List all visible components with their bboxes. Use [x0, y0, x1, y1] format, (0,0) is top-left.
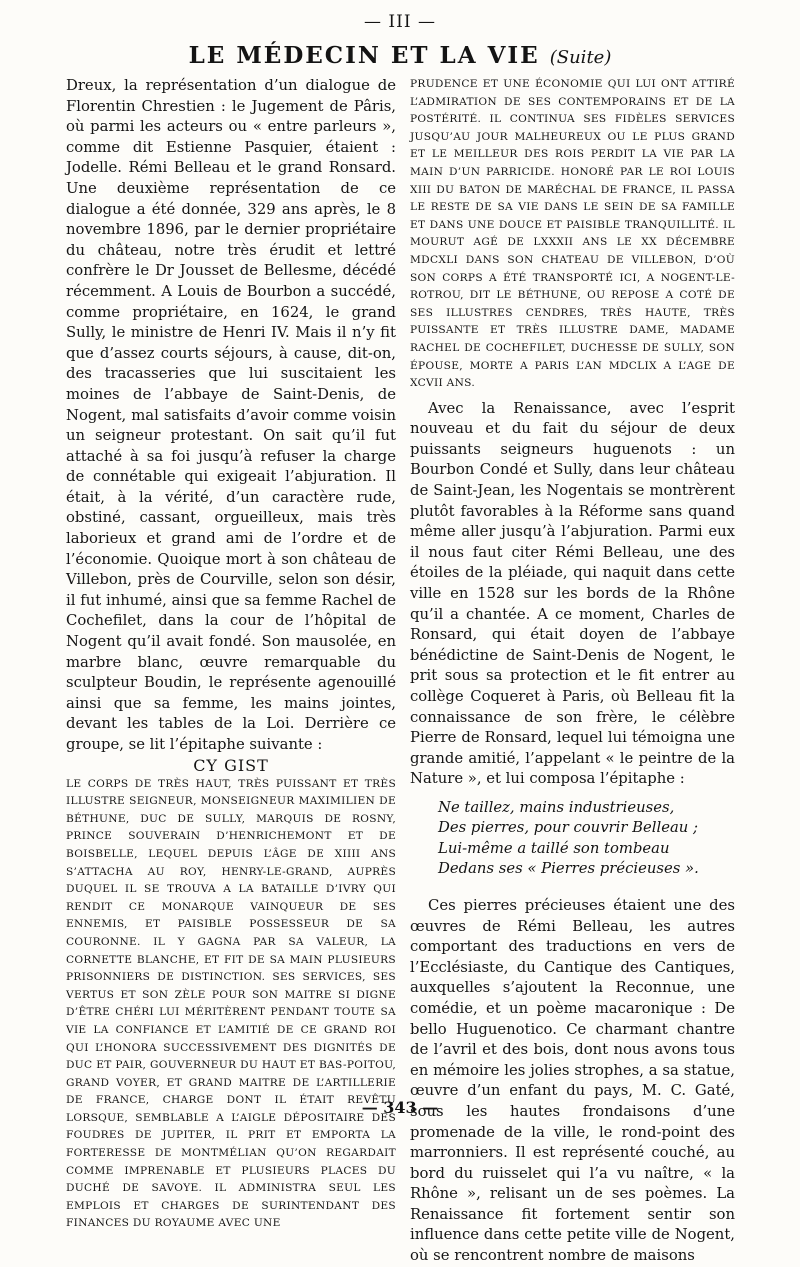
roman-page-marker: — III — [364, 12, 436, 32]
epitaph-title: CY GIST [193, 755, 269, 775]
title-text: LE MÉDECIN ET LA VIE [188, 42, 540, 69]
article-title [0, 42, 800, 69]
left-column [66, 76, 396, 1230]
page-number: — 343 — [361, 1098, 439, 1117]
poem-line: Dedans ses « Pierres précieuses ». [438, 860, 699, 878]
poem-line: Ne taillez, mains industrieuses, [438, 798, 675, 816]
paragraph-renaissance: Avec la Renaissance, avec l’esprit nouveau et du fait du séjour de deux puissants seigneurs huguenots : un Bourbon Condé et Sully, dans leur château de Saint-Jean, les Nogentais se montrèrent plutôt favorables à la Réforme sans quand même aller jusqu’à l’abjuration. Parmi eux il nous faut citer Rémi Belleau, une des étoiles de la pléiade, qui naquit dans cette ville en 1528 sur les bords de la Rhône qu’il a chantée. A ce moment, Charles de Ronsard, qui était doyen de l’abbaye bénédictine de Saint-Denis de Nogent, le prit sous sa protection et le fit entrer au collège Coqueret à Paris, où Belleau fit la connaissance de son frère, le célèbre Pierre de Ronsard, lequel lui témoigna une grande amitié, l’appelant « le peintre de la Nature », et lui composa l’épitaphe : [410, 399, 735, 788]
title-suite: (Suite) [549, 47, 612, 68]
epitaph-continued: PRUDENCE ET UNE ÉCONOMIE QUI LUI ONT ATTIRÉ L’ADMIRATION DE SES CONTEMPORAINS ET DE LA POSTÉRITÉ. IL CONTINUA SES FIDÈLES SERVICES JUSQU’AU JOUR MALHEUREUX OU LE PLUS GRAND ET LE MEILLEUR DES ROIS PERDIT LA VIE PAR LA MAIN D’UN PARRICIDE. HONORÉ PAR LE ROI LOUIS XIII DU BATON DE MARÉCHAL DE FRANCE, IL PASSA LE RESTE DE SA VIE DANS LE SEIN DE SA FAMILLE ET DANS UNE DOUCE ET PAISIBLE TRANQUILLITÉ. IL MOURUT AGÉ DE LXXXII ANS LE XX DÉCEMBRE MDCXLI DANS SON CHATEAU DE VILLEBON, D’OÙ SON CORPS A ÉTÉ TRANSPORTÉ ICI, A NOGENT-LE-ROTROU, DIT LE BÉTHUNE, OU REPOSE A COTÉ DE SES ILLUSTRES CENDRES, TRÈS HAUTE, TRÈS PUISSANTE ET TRÈS ILLUSTRE DAME, MADAME RACHEL DE COCHEFILET, DUCHESSE DE SULLY, SON ÉPOUSE, MORTE A PARIS L’AN MDCLIX A L’AGE DE XCVII ANS. [410, 78, 735, 390]
poem-line: Des pierres, pour couvrir Belleau ; [438, 819, 699, 837]
paragraph-sully-intro: Dreux, la représentation d’un dialogue de Florentin Chrestien : le Jugement de Pâris, où parmi les acteurs ou « entre parleurs », comme dit Estienne Pasquier, étaient : Jodelle. Rémi Belleau et le grand Ronsard. Une deuxième représentation de ce dialogue a été donnée, 329 ans après, le 8 novembre 1896, par le dernier propriétaire du château, notre très érudit et lettré confrère le Dr Jousset de Bellesme, décédé récemment. A Louis de Bourbon a succédé, comme propriétaire, en 1624, le grand Sully, le ministre de Henri IV. Mais il n’y fit que d’assez courts séjours, à cause, dit-on, des tracasseries que lui suscitaient les moines de l’abbaye de Saint-Denis, de Nogent, mal satisfaits d’avoir comme voisin un seigneur protestant. On sait qu’il fut attaché à sa foi jusqu’à refuser la charge de connétable qui exigeait l’abjuration. Il était, à la vérité, d’un caractère rude, obstiné, cassant, orgueilleux, mais très laborieux et grand ami de l’ordre et de l’économie. Quoique mort à son château de Villebon, près de Courville, selon son désir, il fut inhumé, ainsi que sa femme Rachel de Cochefilet, dans la cour de l’hôpital de Nogent qu’il avait fondé. Son mausolée, en marbre blanc, œuvre remarquable du sculpteur Boudin, le représente agenouillé ainsi que sa femme, les mains jointes, devant les tables de la Loi. Derrière ce groupe, se lit l’épitaphe suivante : [66, 77, 396, 753]
poem-line: Lui-même a taillé son tombeau [438, 839, 670, 857]
epitaph-poem [438, 798, 735, 880]
right-column [410, 76, 735, 1265]
epitaph-text: LE CORPS DE TRÈS HAUT, TRÈS PUISSANT ET TRÈS ILLUSTRE SEIGNEUR, MONSEIGNEUR MAXIMILIEN DE BÉTHUNE, DUC DE SULLY, MARQUIS DE ROSNY, PRINCE SOUVERAIN D’HENRICHEMONT ET DE BOISBELLE, LEQUEL DEPUIS L’ÂGE DE XIIII ANS S’ATTACHA AU ROY, HENRY-LE-GRAND, AUPRÈS DUQUEL IL SE TROUVA A LA BATAILLE D’IVRY QUI RENDIT CE MONARQUE VAINQUEUR DE SES ENNEMIS, ET PAISIBLE POSSESSEUR DE SA COURONNE. IL Y GAGNA PAR SA VALEUR, LA CORNETTE BLANCHE, ET FIT DE SA MAIN PLUSIEURS PRISONNIERS DE DISTINCTION. SES SERVICES, SES VERTUS ET SON ZÈLE POUR SON MAITRE SI DIGNE D’ÊTRE CHÉRI LUI MÉRITÈRENT PENDANT TOUTE SA VIE LA CONFIANCE ET L’AMITIÉ DE CE GRAND ROI QUI L’HONORA SUCCESSIVEMENT DES DIGNITÉS DE DUC ET PAIR, GOUVERNEUR DU HAUT ET BAS-POITOU, GRAND VOYER, ET GRAND MAITRE DE L’ARTILLERIE DE FRANCE, CHARGE DONT IL ÉTAIT REVÊTU LORSQUE, SEMBLABLE A L’AIGLE DÉPOSITAIRE DES FOUDRES DE JUPITER, IL PRIT ET EMPORTA LA FORTERESSE DE MONTMÉLIAN QU’ON REGARDAIT COMME IMPRENABLE ET PLUSIEURS PLACES DU DUCHÉ DE SAVOYE. IL ADMINISTRA SEUL LES EMPLOIS ET CHARGES DE SURINTENDANT DES FINANCES DU ROYAUME AVEC UNE [66, 777, 396, 1230]
paragraph-belleau: Ces pierres précieuses étaient une des œuvres de Rémi Belleau, les autres comportant des traductions en vers de l’Ecclésiaste, du Cantique des Cantiques, auxquelles s’ajoutent la Reconnue, une comédie, et un poème macaronique : De bello Huguenotico. Ce charmant chantre de l’avril et des bois, dont nous avons tous en mémoire les jolies strophes, a sa statue, œuvre d’un enfant du pays, M. C. Gaté, sous les hautes frondaisons d’une promenade de la ville, le rond-point des marronniers. Il est représenté couché, au bord du ruisselet qui l’a vu naître, « la Rhône », relisant un de ses poèmes. La Renaissance fit fortement sentir son influence dans cette petite ville de Nogent, où se rencontrent nombre de maisons [410, 896, 735, 1265]
